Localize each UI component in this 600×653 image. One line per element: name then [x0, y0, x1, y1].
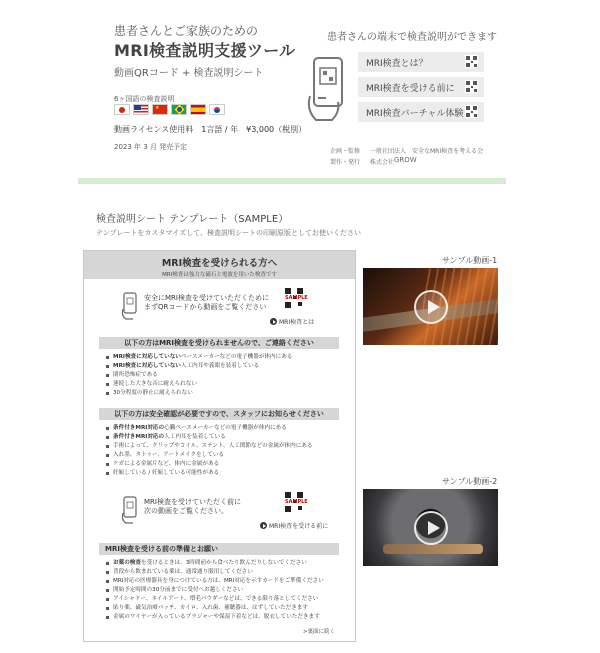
- menu-label: MRI検査バーチャル体験: [366, 108, 464, 119]
- banner-title-line1: 患者さんとご家族のための: [114, 24, 259, 38]
- product-banner: [78, 0, 506, 178]
- brazil-flag: [171, 104, 187, 115]
- play-icon: [270, 318, 277, 325]
- list-item: 手術によって、クリップやコイル、ステント、人工関節などの金属が体内にある: [106, 442, 346, 451]
- sheet-subtitle: MRI検査は強力な磁石と電波を用いた検査です: [162, 272, 277, 278]
- list-item: 金属のワイヤーが入っているブラジャーや保湿下着などは、脱衣していただきます: [106, 613, 346, 622]
- list-item: 条件付きMRI対応の心臓ペースメーカーなどの電子機器が体内にある: [106, 424, 346, 433]
- sample-video-2[interactable]: [363, 489, 498, 566]
- korea-flag: [209, 104, 225, 115]
- warning-band-cannot: 以下の方はMRI検査を受けられませんので、ご連絡ください: [99, 337, 339, 349]
- languages-label: 6ヶ国語の検査説明: [114, 95, 175, 103]
- video-link-label: MRI検査を受ける前に: [269, 523, 329, 530]
- before-line2: 次の動画をご覧ください。: [144, 507, 228, 515]
- list-item: お薬の検査を受けるときは、3時間前から食べたり飲んだりしないでください: [106, 559, 346, 568]
- list-preparation: [106, 559, 346, 622]
- list-item: 連続した大きな音に耐えられない: [106, 380, 346, 389]
- list-item: MRI検査に対応していない人工内耳や義眼を装着している: [106, 362, 346, 371]
- phone-icon: [120, 496, 140, 524]
- warning-band-confirm: 以下の方は安全確認が必要ですので、スタッフにお知らせください: [99, 408, 339, 420]
- phone-qr-icon: [300, 52, 356, 124]
- banner-subtitle: 動画QRコード + 検査説明シート: [114, 68, 264, 79]
- license-price: 動画ライセンス使用料 1言語 / 年 ¥3,000（税別）: [114, 125, 307, 134]
- list-item: 30分程度の静止に耐えられない: [106, 389, 346, 398]
- video-label-2: サンプル動画-2: [442, 477, 498, 486]
- list-item: 入れ墨、タトゥー、アートメイクをしている: [106, 451, 346, 460]
- sample-video-1[interactable]: [363, 268, 498, 345]
- sample-tag: SAMPLE: [285, 295, 308, 301]
- sheet-header: [84, 251, 355, 279]
- list-safety-check: [106, 424, 346, 478]
- phone-icon: [120, 292, 140, 320]
- qr-code-icon: [465, 80, 478, 93]
- list-item: 普段から飲まれている薬は、通常通り服用してください: [106, 568, 346, 577]
- qr-code-icon: [465, 105, 478, 118]
- qr-row-before: [114, 491, 334, 541]
- language-flags: [114, 104, 225, 115]
- credit-org-production: GROW: [394, 156, 417, 164]
- intro-line1: 安全にMRI検査を受けていただくために: [144, 294, 269, 302]
- menu-label: MRI検査を受ける前に: [366, 83, 455, 94]
- credit-org-production-prefix: 株式会社: [370, 159, 395, 166]
- video-link-before-mri[interactable]: [260, 521, 328, 530]
- menu-label: MRI検査とは？: [366, 58, 428, 69]
- menu-before-mri[interactable]: [358, 77, 484, 97]
- qr-code-icon: [465, 55, 478, 68]
- sheet-title: MRI検査を受けられる方へ: [161, 258, 278, 269]
- list-item: ケガによる金属片など、体内に金属がある: [106, 460, 346, 469]
- explanation-sheet: [83, 250, 356, 642]
- credit-role-supervision: 企画・監修: [330, 148, 361, 155]
- list-item: 貼り薬、磁気治療パッチ、カイロ、入れ歯、補聴器は、はずしていただきます: [106, 604, 346, 613]
- play-icon: [260, 522, 267, 529]
- release-date: 2023 年 3 月 発売予定: [114, 143, 188, 151]
- play-button-icon[interactable]: [414, 511, 448, 545]
- list-item: アイシャドー、ネイルアート、増毛パウダーなどは、できる限り落としてください: [106, 595, 346, 604]
- before-line1: MRI検査を受けていただく前に: [144, 498, 241, 506]
- spain-flag: [190, 104, 206, 115]
- list-item: 開始予定時間の30分前までに受付へお越しください: [106, 586, 346, 595]
- banner-title-main: MRI検査説明支援ツール: [114, 41, 296, 60]
- accent-divider: [78, 178, 506, 184]
- section-description: テンプレートをカスタマイズして、検査説明シートの印刷原版としてお使いください: [96, 229, 362, 237]
- list-cannot-take: [106, 353, 346, 398]
- japan-flag: [114, 104, 130, 115]
- intro-line2: まずQRコードから動画をご覧ください: [144, 303, 267, 311]
- menu-virtual-mri[interactable]: [358, 102, 484, 122]
- list-item: 閉所恐怖症である: [106, 371, 346, 380]
- preparation-band: MRI検査を受ける前の準備とお願い: [99, 543, 339, 555]
- video-label-1: サンプル動画-1: [442, 256, 498, 265]
- video-link-label: MRI検査とは: [279, 319, 315, 326]
- play-button-icon[interactable]: [414, 290, 448, 324]
- list-item: 妊娠している / 妊娠している可能性がある: [106, 469, 346, 478]
- continued-on-back: >裏面に続く: [302, 629, 335, 635]
- qr-row-intro: [114, 287, 334, 337]
- list-item: MRI対応の医療器具を身につけている方は、MRI対応を示すカードをご準備ください: [106, 577, 346, 586]
- usa-flag: [133, 104, 149, 115]
- sample-tag: SAMPLE: [285, 499, 308, 505]
- section-title: 検査説明シート テンプレート（SAMPLE）: [96, 214, 289, 225]
- menu-what-is-mri[interactable]: [358, 52, 484, 72]
- video-link-what-is-mri[interactable]: [270, 317, 314, 326]
- device-explanation-title: 患者さんの端末で検査説明ができます: [327, 32, 497, 43]
- credit-org-supervision: 一般社団法人 安全なMRI検査を考える会: [370, 148, 484, 155]
- china-flag: ★: [152, 104, 168, 115]
- credit-role-production: 製作・発行: [330, 159, 361, 166]
- list-item: 条件付きMRI対応の人工内耳を装着している: [106, 433, 346, 442]
- list-item: MRI検査に対応していないペースメーカーなどの電子機器が体内にある: [106, 353, 346, 362]
